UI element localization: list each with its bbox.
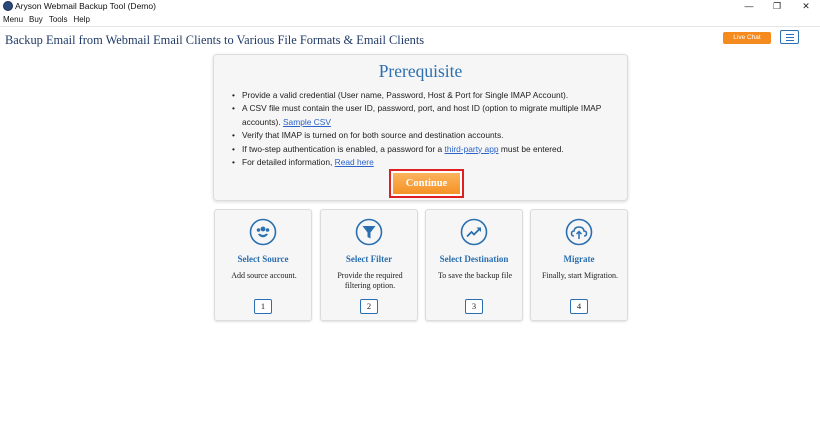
divider <box>0 26 820 27</box>
menu-item-buy[interactable]: Buy <box>29 15 43 24</box>
close-button[interactable]: ✕ <box>802 1 810 11</box>
step-title: Select Filter <box>345 254 393 264</box>
sample-csv-link[interactable]: Sample CSV <box>282 116 331 127</box>
step-card-migrate[interactable] <box>530 209 628 321</box>
step-title: Select Source <box>237 254 289 264</box>
users-icon <box>249 218 277 246</box>
step-description: Add source account. <box>231 271 297 280</box>
cloud-upload-icon <box>565 218 593 246</box>
list-item <box>232 89 617 102</box>
page-title: Backup Email from Webmail Email Clients to Various File Formats & Email Clients <box>5 33 425 47</box>
menu-item-tools[interactable]: Tools <box>48 15 68 24</box>
list-item-text: A CSV file must contain the user ID, password, port, and host ID (option to migrate multiple IMAP accounts). <box>242 103 602 127</box>
step-title: Select Destination <box>439 254 509 264</box>
step-number: 1 <box>254 299 272 314</box>
list-item-text: Provide a valid credential (User name, Password, Host & Port for Single IMAP Account). <box>242 90 569 100</box>
live-chat-button[interactable]: Live Chat <box>723 32 771 44</box>
list-item-text: must be entered. <box>500 143 564 154</box>
step-number: 2 <box>360 299 378 314</box>
menu-bar <box>0 14 93 25</box>
menu-item-help[interactable]: Help <box>73 15 90 24</box>
continue-button[interactable]: Continue <box>393 173 460 194</box>
hamburger-line <box>786 34 794 35</box>
third-party-app-link[interactable]: third-party app <box>444 143 499 154</box>
step-description: Provide the required filtering option. <box>337 271 403 290</box>
title-bar <box>0 0 820 13</box>
prerequisite-panel <box>213 54 628 201</box>
prerequisite-title: Prerequisite <box>378 61 463 81</box>
window-title: Aryson Webmail Backup Tool (Demo) <box>15 1 156 11</box>
step-card-select-filter[interactable] <box>320 209 418 321</box>
step-title: Migrate <box>563 254 595 264</box>
filter-icon <box>355 218 383 246</box>
step-card-select-source[interactable] <box>214 209 312 321</box>
minimize-button[interactable]: — <box>744 1 754 11</box>
hamburger-line <box>786 40 794 41</box>
list-item-text: Verify that IMAP is turned on for both source and destination accounts. <box>242 130 504 141</box>
hamburger-line <box>786 37 794 38</box>
maximize-button[interactable]: ❐ <box>772 1 782 11</box>
prerequisite-list <box>232 89 617 169</box>
continue-highlight <box>389 169 464 198</box>
step-description: To save the backup file <box>437 271 513 280</box>
list-item-text: For detailed information, <box>242 157 333 168</box>
hamburger-menu-button[interactable] <box>780 30 799 44</box>
step-card-select-destination[interactable] <box>425 209 523 321</box>
step-description: Finally, start Migration. <box>542 271 618 280</box>
step-number: 4 <box>570 299 588 314</box>
list-item-text: If two-step authentication is enabled, a password for a <box>242 143 443 154</box>
list-item <box>232 102 617 129</box>
app-logo-icon <box>3 1 13 11</box>
trend-arrow-icon <box>460 218 488 246</box>
menu-item-menu[interactable]: Menu <box>3 15 24 24</box>
list-item <box>232 143 617 156</box>
read-here-link[interactable]: Read here <box>334 157 374 168</box>
list-item <box>232 156 617 169</box>
step-number: 3 <box>465 299 483 314</box>
list-item <box>232 129 617 142</box>
